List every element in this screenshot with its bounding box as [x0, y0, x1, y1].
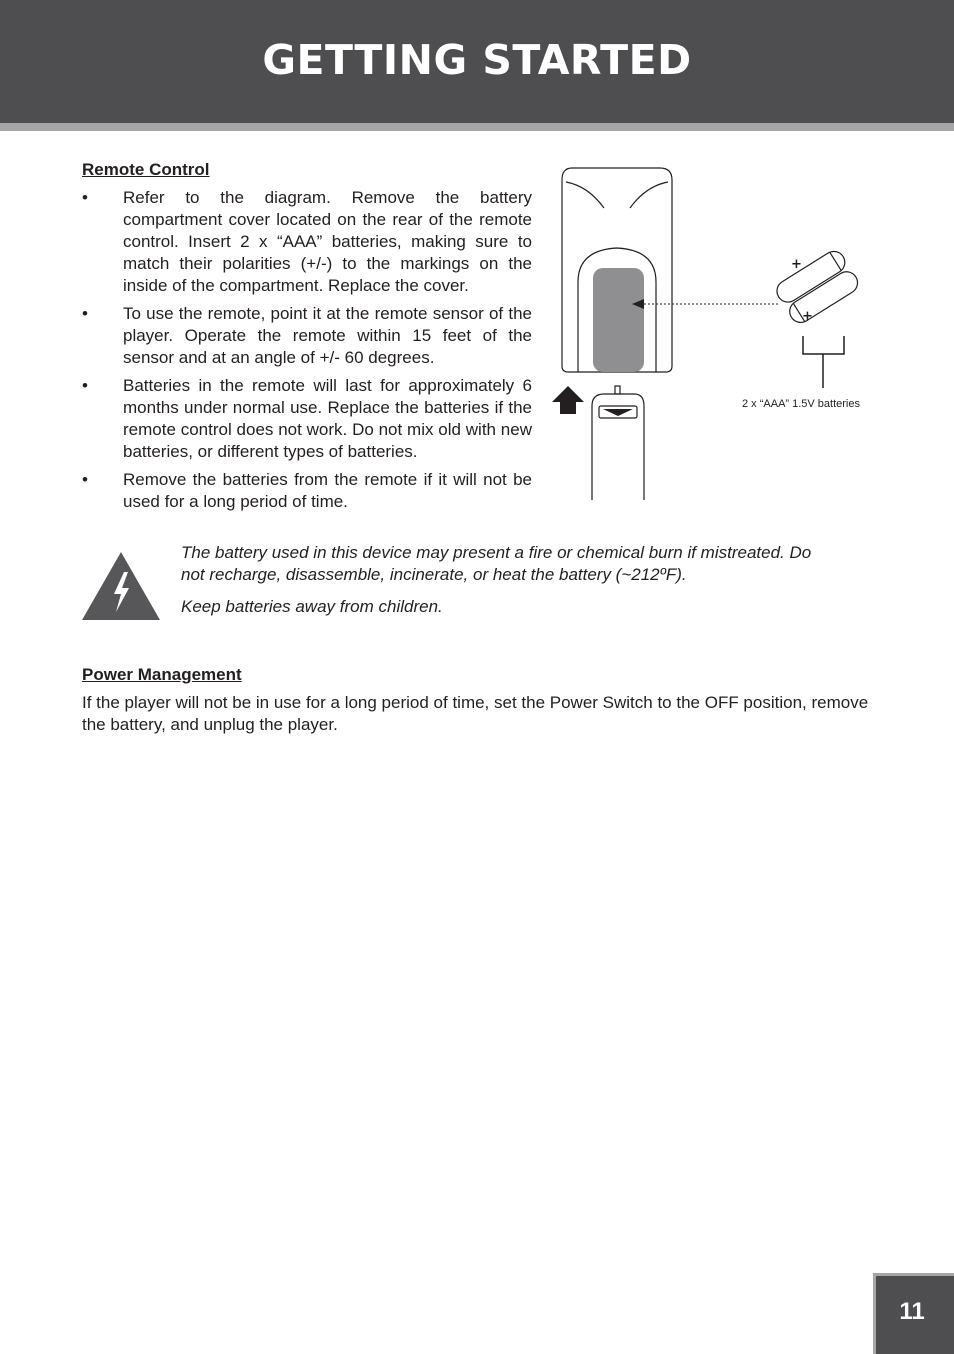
page-number: 11 [899, 1298, 925, 1325]
battery-plus-icon: + [791, 257, 802, 272]
bullet-dot: • [82, 376, 88, 395]
page-title: GETTING STARTED [262, 36, 692, 84]
bullet-dot: • [82, 188, 88, 207]
list-item-text: To use the remote, point it at the remote sensor of the player. Operate the remote within 15 feet of the sensor and at an angle of +/- 60 degrees. [123, 304, 532, 367]
page-number-box [873, 1273, 954, 1354]
bullet-dot: • [82, 470, 88, 489]
list-item [82, 375, 532, 463]
bullet-dot: • [82, 304, 88, 323]
warning-paragraph: The battery used in this device may present a fire or chemical burn if mistreated. Do not recharge, disassemble, incinerate, or heat the battery (~212ºF). [181, 543, 812, 584]
list-item [82, 303, 532, 369]
battery-compartment [593, 268, 644, 372]
list-item [82, 187, 532, 297]
battery-bracket [803, 336, 844, 388]
list-item-text: Refer to the diagram. Remove the battery compartment cover located on the rear of the remote control. Insert 2 x “AAA” batteries, making sure to match their polarities (+/-) to the markings on the inside of the compartment. Replace the cover. [123, 188, 532, 295]
battery-cover-illustration [592, 386, 644, 500]
aaa-batteries-illustration [773, 247, 862, 326]
remote-control-heading: Remote Control [82, 160, 210, 179]
header-divider [0, 123, 954, 131]
page-header [0, 0, 954, 123]
power-management-heading: Power Management [82, 665, 242, 684]
arrow-up-icon [552, 386, 584, 414]
battery-plus-icon: + [802, 309, 813, 324]
power-management-text: If the player will not be in use for a long period of time, set the Power Switch to the OFF position, remove the battery, and unplug the player. [82, 693, 869, 734]
battery-caption: 2 x “AAA” 1.5V batteries [742, 398, 860, 410]
lightning-warning-icon [81, 550, 161, 622]
list-item-text: Batteries in the remote will last for approximately 6 months under normal use. Replace the batteries if the remote control does not work. Do not mix old with new batteries, or different types of batteries. [123, 376, 532, 461]
battery-warning [181, 542, 826, 628]
list-item-text: Remove the batteries from the remote if it will not be used for a long period of time. [123, 470, 532, 511]
battery-diagram [548, 160, 878, 505]
warning-paragraph: Keep batteries away from children. [181, 597, 443, 616]
list-item [82, 469, 532, 513]
remote-control-list [82, 187, 532, 519]
